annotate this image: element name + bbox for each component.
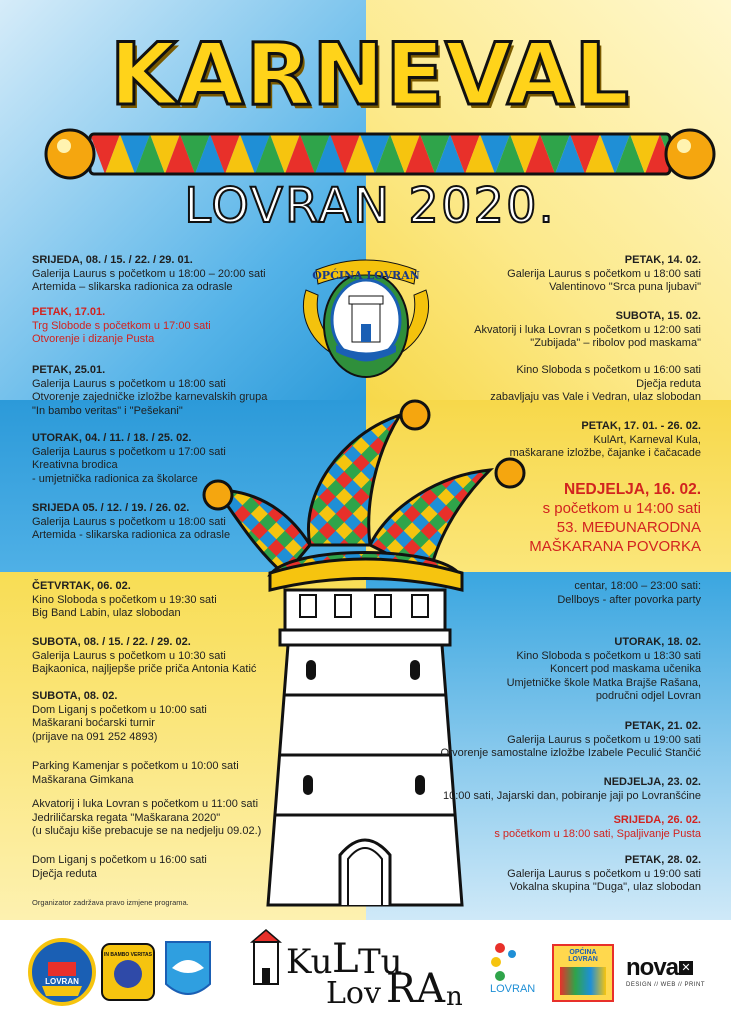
event-line: Umjetničke škole Matka Brajše Rašana,	[506, 676, 701, 689]
event-line: Jedriličarska regata "Maškarana 2020"	[32, 811, 221, 824]
lovran-dots-label: LOVRAN	[490, 983, 536, 995]
event-heading: PETAK, 25.01.	[32, 364, 106, 376]
event-heading: PETAK, 17. 01. - 26. 02.	[581, 420, 701, 432]
event-heading: PETAK, 28. 02.	[624, 854, 701, 866]
event-line: Galerija Laurus s početkom u 17:00 sati	[32, 445, 226, 458]
event-line: Galerija Laurus s početkom u 19:00 sati	[507, 867, 701, 880]
event-block	[371, 636, 701, 704]
event-line: Maškarana Gimkana	[32, 773, 134, 786]
event-line: Koncert pod maskama učenika	[549, 663, 701, 675]
event-line: Kino Sloboda s početkom u 19:30 sati	[32, 593, 217, 606]
event-line: maškarane izložbe, čajanke i čačacade	[509, 447, 701, 459]
event-block	[32, 432, 332, 486]
event-line: Trg Slobode s početkom u 17:00 sati	[32, 319, 211, 332]
event-line: Valentinovo "Srca puna ljubavi"	[549, 281, 701, 293]
event-line: Otvorenje i dizanje Pusta	[32, 333, 155, 345]
event-line: - umjetnička radionica za školarce	[32, 472, 198, 485]
event-line: Akvatorij i luka Lovran s početkom u 12:00 sati	[474, 323, 701, 336]
nova-logo-sub: DESIGN // WEB // PRINT	[626, 982, 706, 988]
event-line: Galerija Laurus s početkom u 19:00 sati	[507, 733, 701, 746]
event-line: s početkom u 18:00 sati, Spaljivanje Pusta	[494, 827, 701, 840]
event-heading: SRIJEDA 05. / 12. / 19. / 26. 02.	[32, 502, 190, 514]
event-heading: SRIJEDA, 26. 02.	[613, 814, 701, 826]
event-block	[371, 420, 701, 461]
event-block	[32, 580, 332, 621]
event-line: Artemida - slikarska radionica za odrasle	[32, 529, 231, 541]
event-block	[371, 364, 701, 405]
event-line: Otvorenje samostalne izložbe Izabele Peculić Stančić	[440, 747, 701, 759]
event-block	[32, 502, 332, 543]
event-line: Galerija Laurus s početkom u 18:00 sati	[32, 515, 226, 528]
event-line: Bajkaonica, najljepše priče priča Antonia Katić	[32, 663, 257, 675]
event-heading: PETAK, 17.01.	[32, 306, 106, 318]
event-heading: SUBOTA, 08. / 15. / 22. / 29. 02.	[32, 636, 191, 648]
event-heading: PETAK, 21. 02.	[624, 720, 701, 732]
event-block	[371, 254, 701, 295]
event-heading: SUBOTA, 08. 02.	[32, 690, 118, 702]
event-line: zabavljaju vas Vale i Vedran, ulaz slobodan	[490, 391, 701, 403]
event-line: Vokalna skupina "Duga", ulaz slobodan	[509, 881, 701, 893]
event-line: KulArt, Karneval Kula,	[593, 433, 701, 446]
event-line: Kino Sloboda s početkom u 18:30 sati	[516, 649, 701, 662]
event-line: 10:00 sati, Jajarski dan, pobiranje jaji po Lovranšćine	[442, 789, 701, 802]
event-line: centar, 18:00 – 23:00 sati:	[574, 580, 701, 592]
event-line: Kreativna brodica	[32, 459, 118, 471]
event-heading: NEDJELJA, 16. 02.	[564, 481, 701, 498]
event-line: Dječja reduta	[636, 377, 701, 390]
event-line: Akvatorij i luka Lovran s početkom u 11:00 sati	[32, 798, 259, 810]
nova-logo-text: nova	[626, 954, 679, 981]
pusno-drustvo-label: LOVRAN	[45, 977, 79, 986]
page-title: KARNEVAL	[109, 25, 631, 125]
organizer-note: Organizator zadržava pravo izmjene programa.	[32, 898, 189, 907]
crest-label: OPĆINA LOVRAN	[312, 269, 420, 282]
event-line: s početkom u 14:00 sati	[542, 500, 701, 517]
pesekani-logo	[160, 938, 216, 1004]
kultura-part-3: Tu	[358, 942, 403, 982]
event-line: Big Band Labin, ulaz slobodan	[32, 607, 181, 619]
event-line: Dellboys - after povorka party	[557, 593, 701, 606]
event-block	[371, 480, 701, 556]
event-line: Artemida – slikarska radionica za odrasle	[32, 281, 233, 293]
event-line: Galerija Laurus s početkom u 10:30 sati	[32, 649, 226, 662]
event-heading: NEDJELJA, 23. 02.	[603, 776, 701, 788]
event-block	[32, 854, 332, 881]
event-line: Galerija Laurus s početkom u 18:00 sati	[32, 377, 226, 390]
event-line: područni odjel Lovran	[595, 690, 701, 702]
event-block	[32, 364, 332, 418]
event-block	[32, 636, 332, 677]
kultura-lovran-logo	[286, 928, 496, 1018]
event-heading: SUBOTA, 15. 02.	[615, 310, 701, 322]
kultura-part-6: n	[446, 982, 463, 1012]
event-block	[371, 814, 701, 841]
kultura-part-4: Lov	[326, 976, 381, 1011]
event-line: Otvorenje zajedničke izložbe karnevalskih grupa	[32, 391, 268, 403]
opcina-lovran-kids-label: OPĆINA LOVRAN	[568, 949, 598, 963]
event-block	[371, 776, 701, 803]
event-line: MAŠKARANA POVORKA	[529, 538, 701, 555]
event-line: Dječja reduta	[32, 867, 97, 880]
nova-logo	[626, 954, 710, 988]
kultura-part-1: Ku	[286, 942, 333, 982]
event-block	[32, 254, 332, 295]
event-block	[371, 310, 701, 351]
event-line: Dom Liganj s početkom u 10:00 sati	[32, 703, 207, 716]
nova-x-icon: ✕	[679, 961, 693, 975]
kultura-part-2: L	[332, 936, 359, 982]
event-line: "Zubijada" – ribolov pod maskama"	[530, 337, 701, 349]
opcina-lovran-kids-logo	[552, 944, 614, 1002]
event-block	[32, 690, 332, 744]
in-bambo-veritas-label: IN BAMBO VERITAS	[104, 952, 152, 958]
event-block	[371, 580, 701, 607]
event-line: Dom Liganj s početkom u 16:00 sati	[32, 854, 207, 866]
event-block	[32, 306, 332, 347]
event-block	[32, 798, 332, 839]
kultura-part-5: RA	[386, 966, 446, 1012]
in-bambo-veritas-logo	[100, 942, 156, 1002]
event-block	[371, 720, 701, 761]
kultura-lovran-tower-icon	[248, 928, 284, 986]
event-line: Galerija Laurus s početkom u 18:00 sati	[507, 267, 701, 280]
event-line: Galerija Laurus s početkom u 18:00 – 20:00 sati	[32, 267, 266, 280]
event-heading: SRIJEDA, 08. / 15. / 22. / 29. 01.	[32, 254, 193, 266]
pusno-drustvo-logo	[28, 938, 96, 1006]
event-block	[32, 760, 332, 787]
event-heading: UTORAK, 18. 02.	[614, 636, 701, 648]
event-line: (u slučaju kiše prebacuje se na nedjelju 09.02.)	[32, 825, 262, 837]
event-heading: PETAK, 14. 02.	[624, 254, 701, 266]
event-line: Parking Kamenjar s početkom u 10:00 sati	[32, 760, 239, 772]
event-line: Maškarani boćarski turnir	[32, 717, 155, 729]
event-block	[371, 854, 701, 895]
event-line: 53. MEĐUNARODNA	[556, 519, 701, 536]
event-heading: UTORAK, 04. / 11. / 18. / 25. 02.	[32, 432, 192, 444]
page-subtitle: LOVRAN 2020.	[184, 178, 556, 234]
lovran-dots-logo	[486, 940, 546, 1004]
event-line: (prijave na 091 252 4893)	[32, 730, 158, 743]
event-line: Kino Sloboda s početkom u 16:00 sati	[516, 364, 701, 376]
event-line: "In bambo veritas" i "Pešekani"	[32, 404, 183, 417]
event-heading: ČETVRTAK, 06. 02.	[32, 580, 131, 592]
